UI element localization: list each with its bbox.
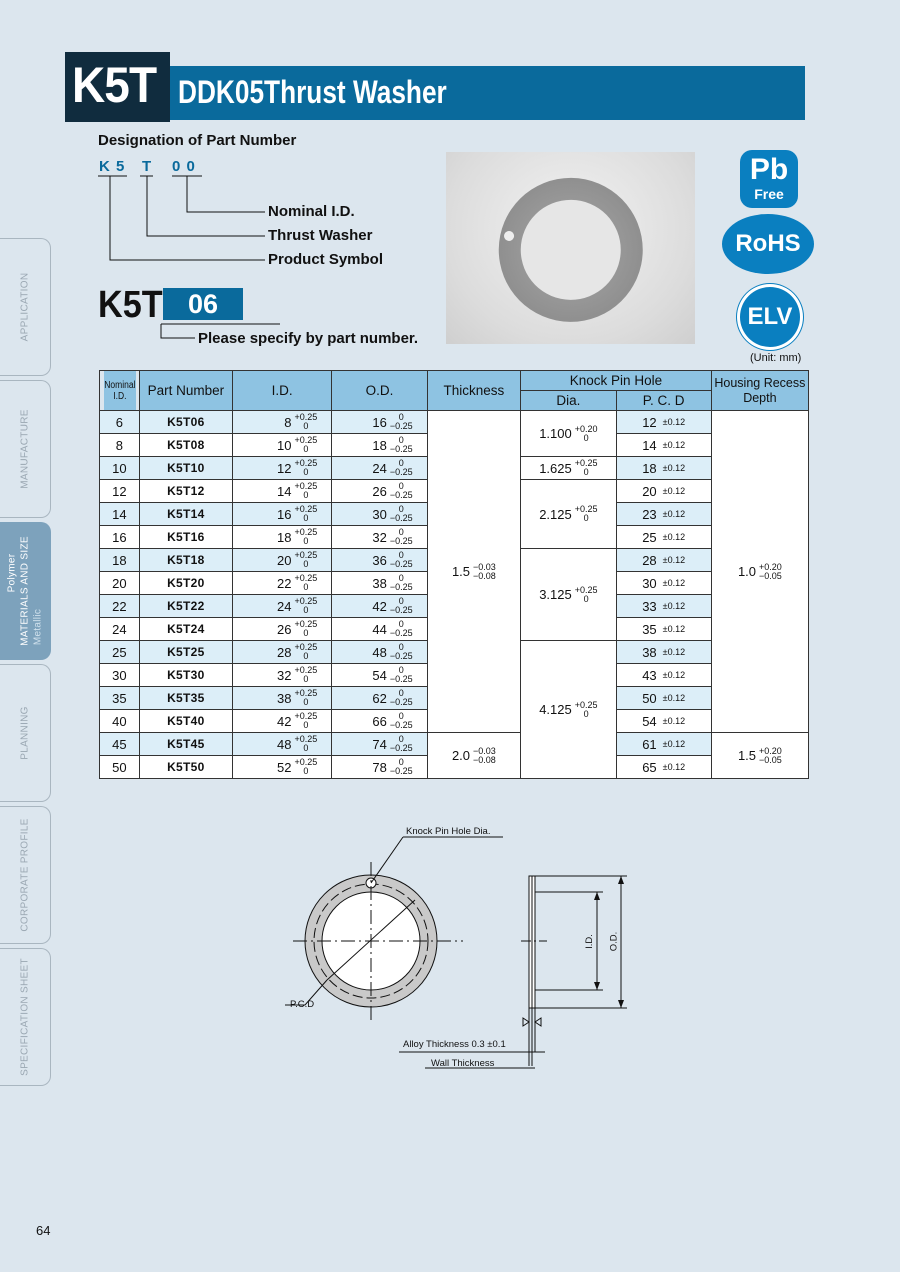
tab-corporate-profile[interactable]: CORPORATE PROFILE [0,806,51,944]
cell-od: 62 0 −0.25 [332,687,427,710]
cell-nominal: 35 [100,687,140,710]
cell-thickness: 1.5 −0.03 −0.08 [427,411,521,733]
cell-pcd: 61 ±0.12 [616,733,711,756]
cell-nominal: 30 [100,664,140,687]
cell-id: 20 +0.25 0 [232,549,331,572]
cell-od: 32 0 −0.25 [332,526,427,549]
cell-nominal: 6 [100,411,140,434]
cell-pcd: 38 ±0.12 [616,641,711,664]
cell-nominal: 20 [100,572,140,595]
cell-od: 38 0 −0.25 [332,572,427,595]
cell-od: 18 0 −0.25 [332,434,427,457]
cell-pcd: 28 ±0.12 [616,549,711,572]
cell-part-number: K5T14 [139,503,232,526]
cell-part-number: K5T18 [139,549,232,572]
label-od: O.D. [608,931,620,952]
cell-nominal: 22 [100,595,140,618]
cell-pcd: 50 ±0.12 [616,687,711,710]
cell-id: 52 +0.25 0 [232,756,331,779]
label-id: I.D. [583,934,595,949]
cell-nominal: 12 [100,480,140,503]
cell-nominal: 40 [100,710,140,733]
cell-pcd: 25 ±0.12 [616,526,711,549]
cell-part-number: K5T40 [139,710,232,733]
cell-id: 22 +0.25 0 [232,572,331,595]
cell-part-number: K5T08 [139,434,232,457]
cell-nominal: 16 [100,526,140,549]
tab-materials-and-size[interactable]: Polymer MATERIALS AND SIZE Metallic [0,522,51,660]
cell-part-number: K5T22 [139,595,232,618]
cell-nominal: 10 [100,457,140,480]
header-part-number: Part Number [139,371,232,411]
cell-id: 42 +0.25 0 [232,710,331,733]
header-thickness: Thickness [427,371,521,411]
label-alloy-thickness: Alloy Thickness 0.3 ±0.1 [403,1039,506,1050]
cell-od: 44 0 −0.25 [332,618,427,641]
cell-part-number: K5T25 [139,641,232,664]
tab-specification-sheet[interactable]: SPECIFICATION SHEET [0,948,51,1086]
table-row [100,411,809,434]
cell-pcd: 54 ±0.12 [616,710,711,733]
code-letter-t: T [142,158,153,175]
label-wall-thickness: Wall Thickness [431,1058,495,1069]
elv-badge: ELV [737,284,803,350]
cell-pcd: 33 ±0.12 [616,595,711,618]
cell-id: 26 +0.25 0 [232,618,331,641]
cell-od: 74 0 −0.25 [332,733,427,756]
cell-knock-dia: 1.625 +0.25 0 [521,457,616,480]
cell-od: 54 0 −0.25 [332,664,427,687]
header-code: K5T [72,57,157,113]
cell-knock-dia: 4.125 +0.25 0 [521,641,616,779]
cell-id: 38 +0.25 0 [232,687,331,710]
cell-pcd: 65 ±0.12 [616,756,711,779]
tab-planning[interactable]: PLANNING [0,664,51,802]
cell-pcd: 14 ±0.12 [616,434,711,457]
cell-pcd: 12 ±0.12 [616,411,711,434]
label-product-symbol: Product Symbol [268,251,384,268]
cell-nominal: 45 [100,733,140,756]
cell-id: 8 +0.25 0 [232,411,331,434]
cell-od: 26 0 −0.25 [332,480,427,503]
cell-id: 24 +0.25 0 [232,595,331,618]
label-nominal-id: Nominal I.D. [268,203,355,220]
product-photo [446,152,695,344]
cell-id: 48 +0.25 0 [232,733,331,756]
rohs-badge: RoHS [722,214,814,274]
label-knock-pin-hole: Knock Pin Hole Dia. [406,826,491,837]
washer-image [446,152,695,344]
cell-od: 66 0 −0.25 [332,710,427,733]
cell-id: 14 +0.25 0 [232,480,331,503]
page-number: 64 [36,1223,51,1238]
cell-od: 16 0 −0.25 [332,411,427,434]
cell-pcd: 18 ±0.12 [616,457,711,480]
label-thrust-washer: Thrust Washer [268,227,373,244]
tab-application[interactable]: APPLICATION [0,238,51,376]
cell-od: 36 0 −0.25 [332,549,427,572]
cell-pcd: 20 ±0.12 [616,480,711,503]
cell-id: 32 +0.25 0 [232,664,331,687]
pb-free-badge: Pb Free [740,150,798,208]
cell-od: 30 0 −0.25 [332,503,427,526]
cell-knock-dia: 2.125 +0.25 0 [521,480,616,549]
cell-nominal: 8 [100,434,140,457]
header-id: I.D. [232,371,331,411]
designation-heading: Designation of Part Number [98,132,297,149]
cell-part-number: K5T24 [139,618,232,641]
cell-housing-depth: 1.0 +0.20 −0.05 [711,411,808,733]
cell-nominal: 24 [100,618,140,641]
cell-part-number: K5T06 [139,411,232,434]
cell-pcd: 30 ±0.12 [616,572,711,595]
cell-nominal: 25 [100,641,140,664]
cell-part-number: K5T30 [139,664,232,687]
cell-housing-depth: 1.5 +0.20 −0.05 [711,733,808,779]
cell-part-number: K5T50 [139,756,232,779]
cell-id: 28 +0.25 0 [232,641,331,664]
cell-part-number: K5T12 [139,480,232,503]
designation-leader-lines [95,172,270,272]
cell-od: 24 0 −0.25 [332,457,427,480]
page-title: DDK05Thrust Washer [178,74,447,110]
header-nominal-id: Nominal I.D. [102,371,136,411]
cell-part-number: K5T45 [139,733,232,756]
cell-id: 10 +0.25 0 [232,434,331,457]
cell-part-number: K5T16 [139,526,232,549]
spec-table [99,370,809,779]
cell-part-number: K5T35 [139,687,232,710]
cell-pcd: 35 ±0.12 [616,618,711,641]
example-code: K5T [98,284,163,326]
header-knock-pin-hole: Knock Pin Hole [521,371,712,391]
cell-id: 16 +0.25 0 [232,503,331,526]
cell-id: 12 +0.25 0 [232,457,331,480]
unit-label: (Unit: mm) [750,352,802,364]
cell-nominal: 50 [100,756,140,779]
cell-part-number: K5T10 [139,457,232,480]
cell-od: 78 0 −0.25 [332,756,427,779]
label-pcd: P.C.D [290,999,315,1010]
knock-leader [371,837,403,883]
cell-nominal: 14 [100,503,140,526]
specify-note: Please specify by part number. [198,330,419,347]
header-od: O.D. [332,371,427,411]
cell-part-number: K5T20 [139,572,232,595]
cell-id: 18 +0.25 0 [232,526,331,549]
example-number: 06 [163,288,243,320]
cell-thickness: 2.0 −0.03 −0.08 [427,733,521,779]
cell-knock-dia: 3.125 +0.25 0 [521,549,616,641]
header-dia: Dia. [521,391,616,411]
cell-nominal: 18 [100,549,140,572]
code-letter-k5: K 5 [99,158,126,175]
table-row [100,733,809,756]
cell-od: 48 0 −0.25 [332,641,427,664]
header-housing-recess: Housing Recess Depth [711,371,808,411]
cell-od: 42 0 −0.25 [332,595,427,618]
cell-pcd: 23 ±0.12 [616,503,711,526]
tab-manufacture[interactable]: MANUFACTURE [0,380,51,518]
header-pcd: P. C. D [616,391,711,411]
code-letter-00: 0 0 [172,158,196,175]
cell-knock-dia: 1.100 +0.20 0 [521,411,616,457]
cell-pcd: 43 ±0.12 [616,664,711,687]
